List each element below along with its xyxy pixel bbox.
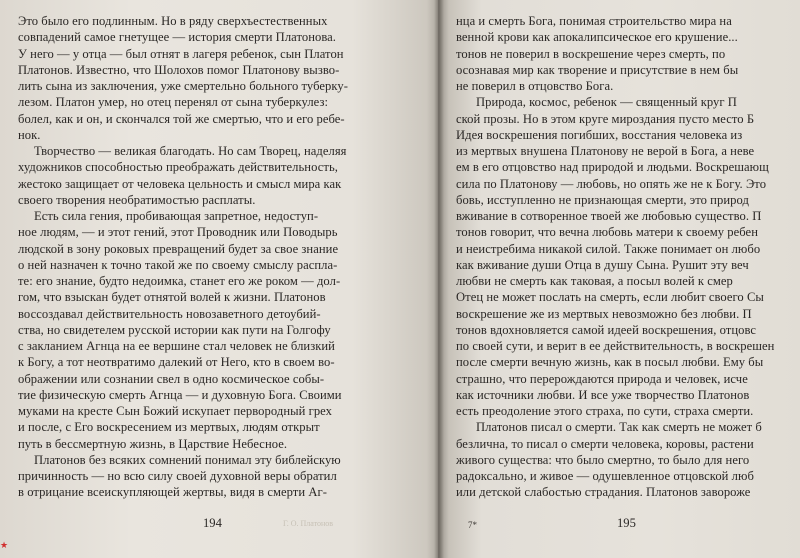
text-line: Платонов. Известно, что Шолохов помог Платонову вызво- bbox=[18, 62, 340, 77]
text-line: Отец не может послать на смерть, если любит своего Сы bbox=[456, 290, 764, 305]
text-line: нок. bbox=[18, 127, 41, 142]
text-line: или детской слабостью страдания. Платонов завороже bbox=[456, 485, 751, 500]
text-line: художников способностью преображать действительность, bbox=[18, 160, 338, 175]
text-line: как вживание души Отца в душу Сына. Рушит эту веч bbox=[456, 257, 749, 272]
text-line: болел, как и он, и скончался той же смертью, что и его ребе- bbox=[18, 111, 345, 126]
text-line: как источники любви. И все уже творчество Платонов bbox=[456, 387, 750, 402]
text-line: лезом. Платон умер, но отец перенял от сына туберкулез: bbox=[18, 95, 329, 110]
book-gutter bbox=[434, 0, 444, 558]
text-line: после смерти вечную жизнь, как в посыл любви. Ему бы bbox=[456, 355, 764, 370]
text-line: гом, что взыскан будет отнятой волей к жизни. Платонов bbox=[18, 290, 326, 305]
text-line: людской в зону роковых превращений будет за свое знание bbox=[18, 241, 339, 256]
text-line: Природа, космос, ребенок — священный круг П bbox=[476, 95, 737, 110]
text-line: в отрицание всеискупляющей жертвы, видя в смерти Аг- bbox=[18, 485, 327, 500]
text-line: тие физическую смерть Агнца — и духовную Бога. Своими bbox=[18, 387, 342, 402]
text-line: ображении или сознании свел в одно космическое собы- bbox=[18, 371, 325, 386]
text-line: лить сына из заключения, уже смертельно больного туберку- bbox=[18, 79, 348, 93]
text-line: живого существа: что было смертно, то было для него bbox=[456, 452, 750, 467]
text-line: Платонов без всяких сомнений понимал эту библейскую bbox=[34, 452, 341, 467]
text-line: причинность — но всю силу своей духовной веры обратил bbox=[18, 469, 337, 483]
text-line: ства, но свидетелем русской истории как пути на Голгофу bbox=[18, 322, 331, 337]
corner-mark: ★ bbox=[0, 540, 9, 550]
right-page bbox=[438, 0, 800, 558]
text-line: есть преодоление этого страха, по сути, страха смерти. bbox=[456, 404, 754, 418]
text-line: Творчество — великая благодать. Но сам Творец, наделяя bbox=[34, 144, 347, 158]
text-line: тонов не поверил в воскрешение через смерть, по bbox=[456, 46, 726, 61]
bleed-through-header: Г. О. Платонов bbox=[283, 519, 334, 528]
page-number-left: 194 bbox=[203, 516, 222, 530]
text-line: муками на кресте Сын Божий искупает первородный грех bbox=[18, 404, 332, 418]
text-line: радоксально, и живое — одушевленное отцовской люб bbox=[456, 469, 754, 483]
text-line: те: его знание, будто недоимка, станет его же роком — дол- bbox=[18, 274, 341, 288]
text-line: ное людям, — и этот гений, этот Проводник или Поводырь bbox=[18, 225, 338, 240]
text-line: путь в бессмертную жизнь, в Царствие Небесное. bbox=[18, 436, 288, 451]
text-line: безлична, то писал о смерти человека, коровы, растени bbox=[456, 436, 754, 451]
text-line: У него — у отца — был отнят в лагеря ребенок, сын Платон bbox=[18, 46, 344, 61]
text-line: Есть сила гения, пробивающая запретное, недоступ- bbox=[34, 209, 319, 223]
text-line: Платонов писал о смерти. Так как смерть не может б bbox=[476, 420, 762, 435]
text-line: Идея воскрешения погибших, восстания человека из bbox=[456, 127, 743, 142]
signature-mark: 7* bbox=[468, 520, 477, 530]
page-number-right: 195 bbox=[617, 516, 636, 530]
text-line: из мертвых внушена Платонову не верой в Бога, а неве bbox=[456, 144, 755, 158]
text-line: тонов говорит, что вечна любовь матери к своему ребен bbox=[456, 225, 758, 240]
text-line: вживание в сотворенное твоей же любовью существо. П bbox=[456, 209, 762, 223]
text-line: тонов вдохновляется самой идеей воскрешения, отцовс bbox=[456, 322, 757, 337]
text-line: сила по Платонову — любовь, но опять же не к Богу. Это bbox=[456, 176, 767, 191]
text-line: любви не смерть как таковая, а посыл волей к смер bbox=[456, 274, 733, 288]
text-line: не поверил в отцовство Бога. bbox=[456, 79, 614, 93]
text-line: воскрешение же из мертвых невозможно без любви. П bbox=[456, 306, 752, 321]
text-line: с закланием Агнца на ее вершине стал человек не близкий bbox=[18, 339, 335, 353]
text-line: и неистребима никакой силой. Также понимает он любо bbox=[456, 241, 761, 256]
text-line: Это было его подлинным. Но в ряду сверхъестественных bbox=[18, 14, 328, 28]
text-line: к Богу, а тот неотвратимо далекий от Него, кто в своем во- bbox=[18, 355, 335, 370]
text-line: совпадений самое гнетущее — история смерти Платонова. bbox=[18, 30, 337, 45]
text-line: воссоздавал действительность новозаветного детоубий- bbox=[18, 306, 321, 321]
text-line: о ней назначен к точно такой же по своему смыслу распла- bbox=[18, 257, 338, 272]
text-line: ем в его отцовство над природой и людьми. Воскрешающ bbox=[456, 160, 769, 175]
text-line: по своей сути, и верит в ее действительность, в воскрешен bbox=[456, 339, 775, 353]
text-line: страшно, что перерождаются природа и человек, исче bbox=[456, 371, 748, 386]
text-line: нца и смерть Бога, понимая строительство мира на bbox=[456, 14, 732, 28]
text-line: жестоко защищает от человека цельность и смысл мира как bbox=[18, 176, 342, 191]
text-line: ской прозы. Но в этом круге мироздания пусто место Б bbox=[456, 111, 755, 126]
text-line: и после, с Его воскресением из мертвых, людям открыт bbox=[18, 420, 320, 435]
text-line: бовь, исступленно не признающая смерти, это природ bbox=[456, 192, 749, 207]
text-line: венной крови как апокалипсическое его крушение... bbox=[456, 30, 738, 45]
text-line: своего творения необратимостью расплаты. bbox=[18, 192, 256, 207]
text-line: осознавая мир как творение и присутствие в нем бы bbox=[456, 62, 739, 77]
